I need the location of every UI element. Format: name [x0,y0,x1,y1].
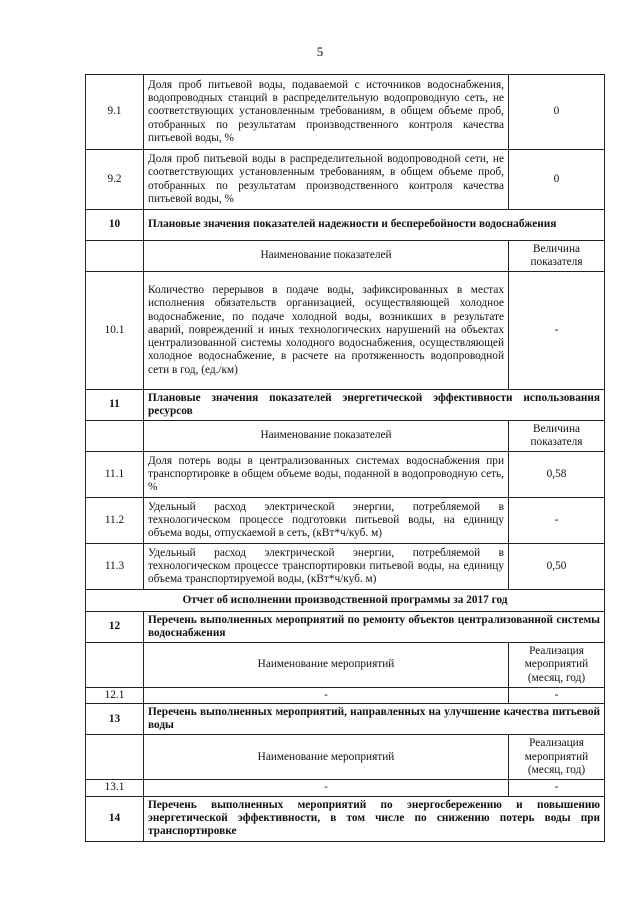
table-row [86,272,605,390]
row-text: - [144,780,509,796]
section-title: Перечень выполненных мероприятий по ремонту объектов централизованной системы водоснабжения [144,612,605,643]
row-text: Доля проб питьевой воды, подаваемой с источников водоснабжения, водопроводных станций в распределительную водопроводную сеть, не соответствующих установленным требованиям, в общем объеме проб, отобранных по результатам производственного контроля качества питьевой воды, % [144,75,509,150]
row-number: 11.3 [86,544,144,590]
row-value: - [509,272,605,390]
report-heading-row [86,590,605,612]
header-row [86,735,605,780]
table-row [86,544,605,590]
column-header-value: Реализация мероприятий (месяц, год) [509,735,605,780]
row-text: Удельный расход электрической энергии, потребляемой в технологическом процессе транспортировки питьевой воды, на единицу объема транспортируемой воды, (кВт*ч/куб. м) [144,544,509,590]
section-title: Плановые значения показателей надежности и бесперебойности водоснабжения [144,210,605,241]
row-value: 0 [509,75,605,150]
section-title: Плановые значения показателей энергетической эффективности использования ресурсов [144,390,605,421]
row-number: 13.1 [86,780,144,796]
column-header-name: Наименование показателей [144,241,509,272]
row-text: Доля проб питьевой воды в распределительной водопроводной сети, не соответствующих установленным требованиям, в общем объеме проб, отобранных по результатам производственного контроля качества питьевой воды, % [144,150,509,210]
section-row [86,210,605,241]
row-number: 10.1 [86,272,144,390]
column-header-value: Реализация мероприятий (месяц, год) [509,643,605,688]
section-number: 14 [86,796,144,841]
table-row [86,688,605,704]
section-row [86,796,605,841]
table-row [86,452,605,498]
row-number: 9.1 [86,75,144,150]
report-heading: Отчет об исполнении производственной программы за 2017 год [86,590,605,612]
row-value: 0,50 [509,544,605,590]
column-header-name: Наименование мероприятий [144,643,509,688]
row-text: - [144,688,509,704]
empty-cell [86,241,144,272]
section-row [86,390,605,421]
empty-cell [86,643,144,688]
program-table [85,74,605,842]
column-header-value: Величина показателя [509,241,605,272]
row-number: 12.1 [86,688,144,704]
section-row [86,612,605,643]
column-header-value: Величина показателя [509,421,605,452]
column-header-name: Наименование показателей [144,421,509,452]
section-number: 12 [86,612,144,643]
row-number: 11.2 [86,498,144,544]
row-value: 0 [509,150,605,210]
header-row [86,241,605,272]
column-header-name: Наименование мероприятий [144,735,509,780]
page-number: 5 [316,44,324,59]
section-number: 11 [86,390,144,421]
section-number: 13 [86,704,144,735]
row-number: 9.2 [86,150,144,210]
section-number: 10 [86,210,144,241]
table-row [86,75,605,150]
row-text: Доля потерь воды в централизованных системах водоснабжения при транспортировке в общем объеме воды, поданной в водопроводную сеть, % [144,452,509,498]
section-title: Перечень выполненных мероприятий по энергосбережению и повышению энергетической эффективности, в том числе по снижению потерь воды при транспортировке [144,796,605,841]
empty-cell [86,421,144,452]
header-row [86,421,605,452]
row-value: - [509,498,605,544]
section-title: Перечень выполненных мероприятий, направленных на улучшение качества питьевой воды [144,704,605,735]
row-text: Удельный расход электрической энергии, потребляемой в технологическом процессе подготовки питьевой воды, на единицу объема воды, отпускаемой в сеть, (кВт*ч/куб. м) [144,498,509,544]
row-value: - [509,780,605,796]
table-row [86,150,605,210]
table-row [86,498,605,544]
row-value: 0,58 [509,452,605,498]
row-text: Количество перерывов в подаче воды, зафиксированных в местах исполнения обязательств организацией, осуществляющей холодное водоснабжение, по подаче холодной воды, возникших в результате аварий, повреждений и иных технологических нарушений на объектах централизованной системы холодного водоснабжения, осуществляющей холодное водоснабжение, в расчете на протяженность водопроводной сети в год, (ед./км) [144,272,509,390]
table-row [86,780,605,796]
row-number: 11.1 [86,452,144,498]
section-row [86,704,605,735]
empty-cell [86,735,144,780]
header-row [86,643,605,688]
row-value: - [509,688,605,704]
